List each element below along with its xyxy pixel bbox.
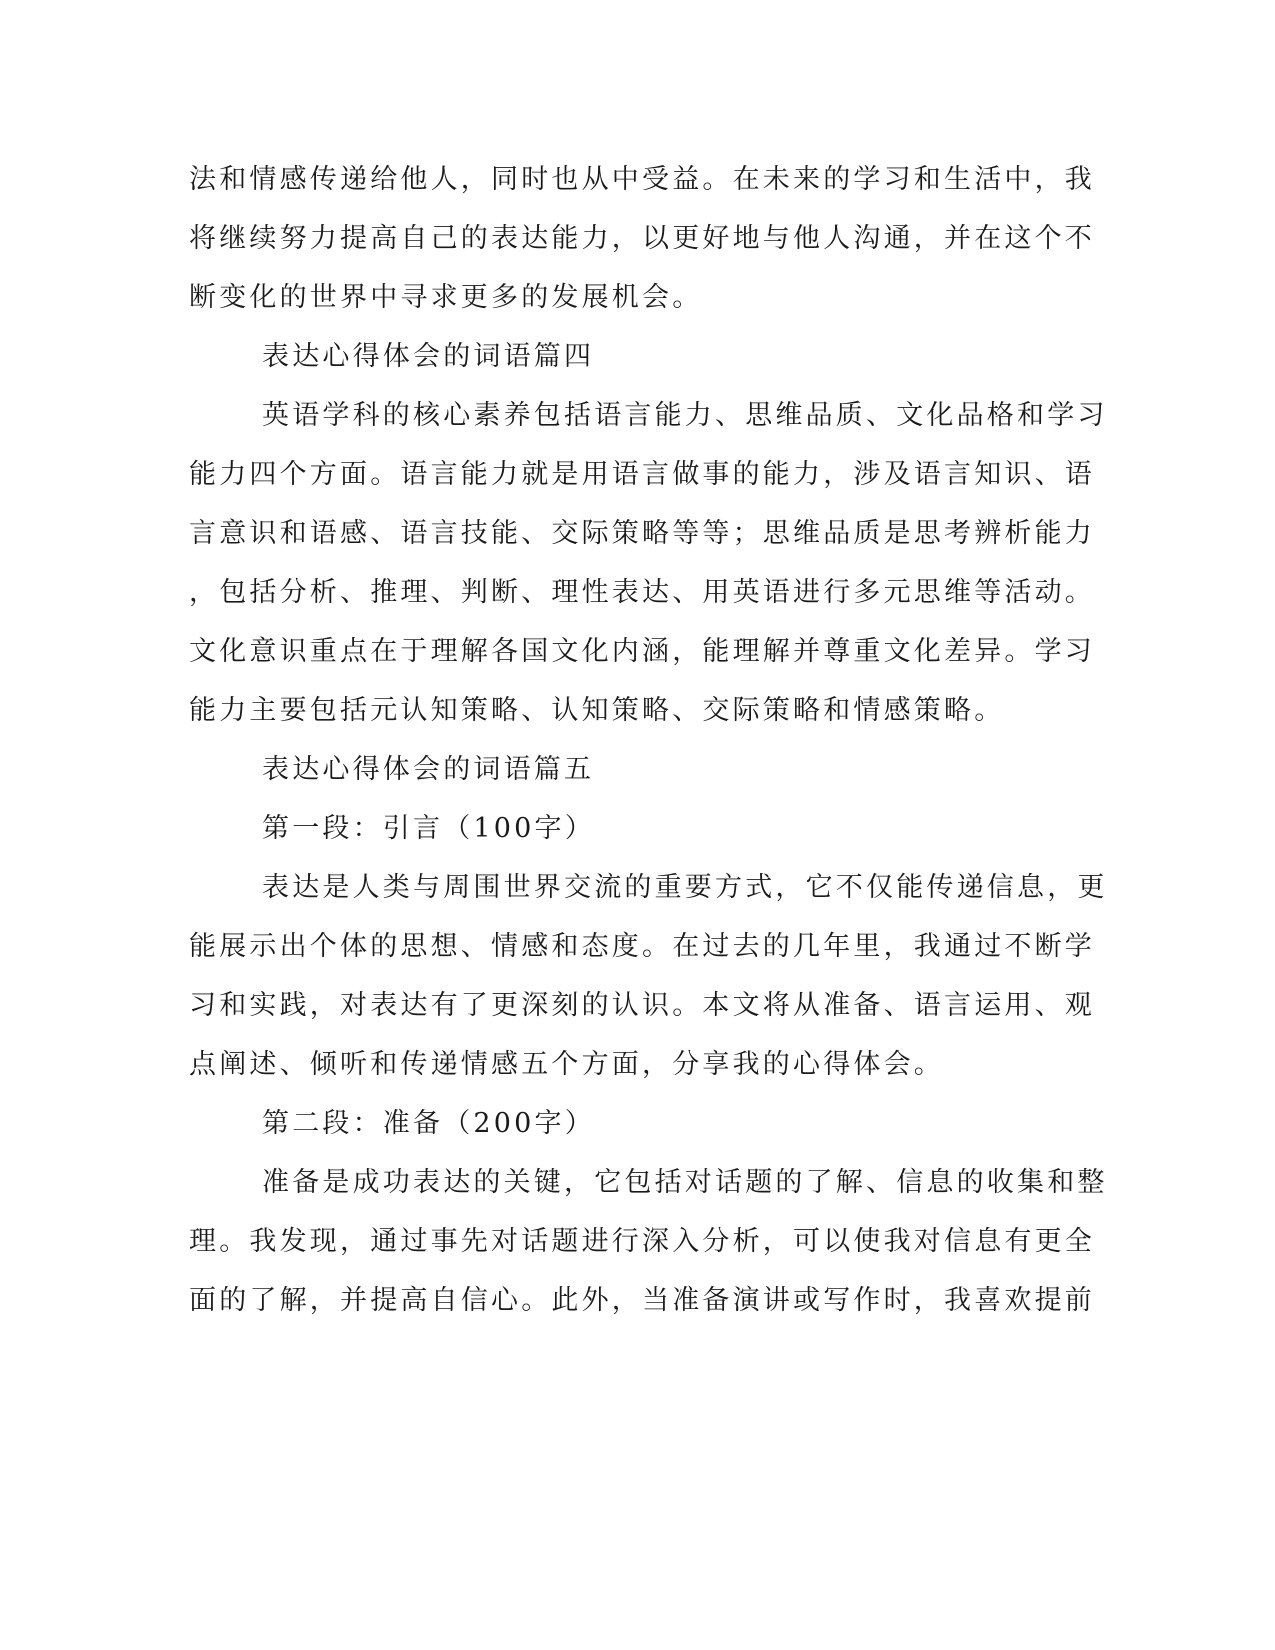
text-line: 言意识和语感、语言技能、交际策略等等；思维品质是思考辨析能力: [189, 518, 1095, 549]
section-heading: 表达心得体会的词语篇四: [262, 341, 595, 372]
text-line: 能力四个方面。语言能力就是用语言做事的能力，涉及语言知识、语: [189, 459, 1095, 490]
text-line: 习和实践，对表达有了更深刻的认识。本文将从准备、语言运用、观: [189, 990, 1095, 1021]
text-line: 法和情感传递给他人，同时也从中受益。在未来的学习和生活中，我: [189, 164, 1095, 195]
text-line: 能展示出个体的思想、情感和态度。在过去的几年里，我通过不断学: [189, 931, 1095, 962]
text-line: 准备是成功表达的关键，它包括对话题的了解、信息的收集和整: [262, 1167, 1108, 1198]
subsection-heading: 第一段：引言（100字）: [262, 813, 595, 844]
text-line: 断变化的世界中寻求更多的发展机会。: [189, 282, 703, 313]
text-line: 点阐述、倾听和传递情感五个方面，分享我的心得体会。: [189, 1049, 944, 1080]
section-heading: 表达心得体会的词语篇五: [262, 754, 595, 785]
text-line: ，包括分析、推理、判断、理性表达、用英语进行多元思维等活动。: [189, 577, 1095, 608]
text-line: 文化意识重点在于理解各国文化内涵，能理解并尊重文化差异。学习: [189, 636, 1095, 667]
text-line: 面的了解，并提高自信心。此外，当准备演讲或写作时，我喜欢提前: [189, 1285, 1095, 1316]
text-line: 将继续努力提高自己的表达能力，以更好地与他人沟通，并在这个不: [189, 223, 1095, 254]
text-line: 表达是人类与周围世界交流的重要方式，它不仅能传递信息，更: [262, 872, 1108, 903]
text-line: 能力主要包括元认知策略、认知策略、交际策略和情感策略。: [189, 695, 1005, 726]
subsection-heading: 第二段：准备（200字）: [262, 1108, 595, 1139]
text-line: 英语学科的核心素养包括语言能力、思维品质、文化品格和学习: [262, 400, 1108, 431]
text-line: 理。我发现，通过事先对话题进行深入分析，可以使我对信息有更全: [189, 1226, 1095, 1257]
